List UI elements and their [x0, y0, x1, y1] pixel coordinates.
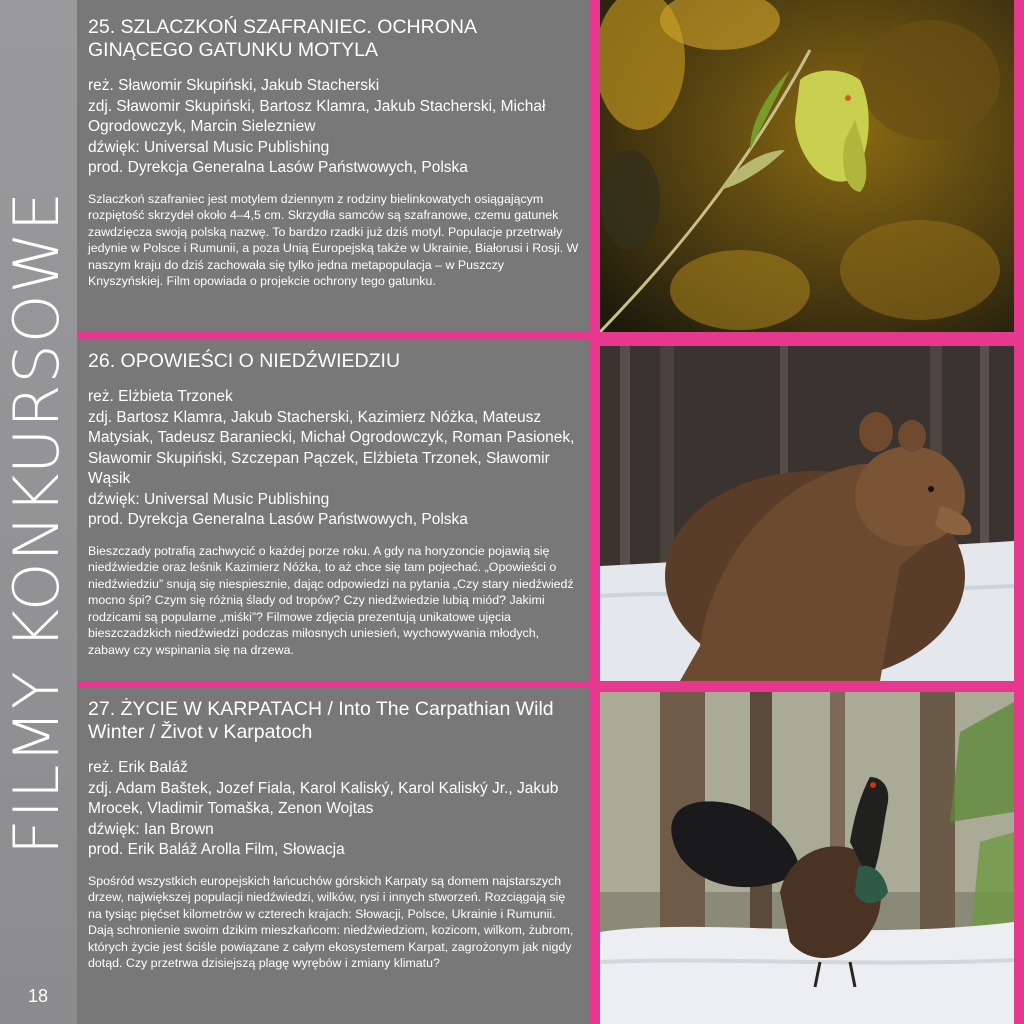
production-credit: prod. Dyrekcja Generalna Lasów Państwowych, Polska [88, 511, 468, 528]
film-title: 27. ŻYCIE W KARPATACH / Into The Carpathian Wild Winter / Život v Karpatoch [88, 698, 554, 743]
film-credits [88, 76, 580, 179]
film-description: Spośród wszystkich europejskich łańcuchów górskich Karpaty są domem najstarszych drzew, największej populacji niedźwiedzi, wilków, rysi i innych stworzeń. Rozciągają się na tysiąc pięćset kilometrów w czterech krajach: Słowacji, Polsce, Ukrainie i Rumunii. Dają schronienie swoim dzikim mieszkańcom: niedźwiedziom, kozicom, wilkom, żubrom, których życie jest ściśle powiązane z całym ekosystemem Karpat, zagrożonym jak nigdy dotąd. Czy przetrwa dzisiejszą plagę wyrębów i zmiany klimatu? [88, 873, 574, 970]
production-credit: prod. Erik Baláž Arolla Film, Słowacja [88, 841, 345, 858]
film-credits [88, 387, 580, 531]
sound-credit: dźwięk: Universal Music Publishing [88, 138, 330, 156]
photography-credit: zdj. Sławomir Skupiński, Bartosz Klamra, Jakub Stacherski, Michał Ogrodowczyk, Marcin Sielezniew [88, 97, 546, 135]
film-title: 26. OPOWIEŚCI O NIEDŹWIEDZIU [88, 350, 401, 372]
bear-photo [600, 346, 1014, 681]
director-credit: reż. Erik Baláž [88, 759, 188, 776]
production-credit: prod. Dyrekcja Generalna Lasów Państwowych, Polska [88, 159, 468, 176]
capercaillie-photo [600, 692, 1014, 1024]
section-title: FILMY KONKURSOWE [0, 190, 73, 856]
film-credits [88, 758, 580, 861]
section-divider [77, 332, 1024, 339]
film-description: Szlaczkoń szafraniec jest motylem dziennym z rodziny bielinkowatych osiągającym rozpiętość skrzydeł około 4–4,5 cm. Skrzydła samców są szafranowe, czemu gatunek zawdzięcza swoją polską nazwę. To bardzo rzadki już dziś motyl. Populacje przetrwały jedynie w Polsce i Rumunii, a poza Unią Europejską także w Ukrainie, Białorusi i Rosji. W naszym kraju do dziś zachowała się tylko jedna metapopulacja – w Puszczy Knyszyńskiej. Film opowiada o projekcie ochrony tego gatunku. [88, 191, 579, 288]
sound-credit: dźwięk: Ian Brown [88, 820, 214, 838]
sidebar [0, 0, 77, 1024]
film-entry-27 [88, 698, 580, 972]
director-credit: reż. Elżbieta Trzonek [88, 388, 233, 405]
director-credit: reż. Sławomir Skupiński, Jakub Stacherski [88, 77, 380, 94]
film-entry-26 [88, 350, 580, 658]
sound-credit: dźwięk: Universal Music Publishing [88, 490, 330, 508]
page-number: 18 [28, 986, 49, 1006]
section-divider [77, 681, 1024, 688]
photography-credit: zdj. Adam Baštek, Jozef Fiala, Karol Kaliský, Karol Kaliský Jr., Jakub Mrocek, Vladimir Tomaška, Zenon Wojtas [88, 779, 559, 817]
film-description: Bieszczady potrafią zachwycić o każdej porze roku. A gdy na horyzoncie pojawią się niedźwiedzie oraz leśnik Kazimierz Nóżka, to aż chce się tam pojechać. „Opowieści o niedźwiedziu” snują się niespiesznie, dając odpowiedzi na pytania „Czy stary niedźwiedź mocno śpi? Czym się różnią ślady od tropów? Czy niedźwiedzie lubią miód? Jakimi rodzicami są popularne „miśki”? Filmowe zdjęcia prezentują unikatowe ujęcia bieszczadzkich niedźwiedzi podczas miłosnych uniesień, wychowywania młodych, zabawy czy wspinania się na drzewa. [88, 543, 574, 657]
photography-credit: zdj. Bartosz Klamra, Jakub Stacherski, Kazimierz Nóżka, Mateusz Matysiak, Tadeusz Baraniecki, Michał Ogrodowczyk, Roman Pasionek, Sławomir Skupiński, Szczepan Pączek, Elżbieta Trzonek, Sławomir Wąsik [88, 408, 575, 487]
butterfly-photo [600, 0, 1014, 332]
film-title: 25. SZLACZKOŃ SZAFRANIEC. OCHRONA GINĄCEGO GATUNKU MOTYLA [88, 16, 476, 61]
film-entry-25 [88, 16, 580, 290]
